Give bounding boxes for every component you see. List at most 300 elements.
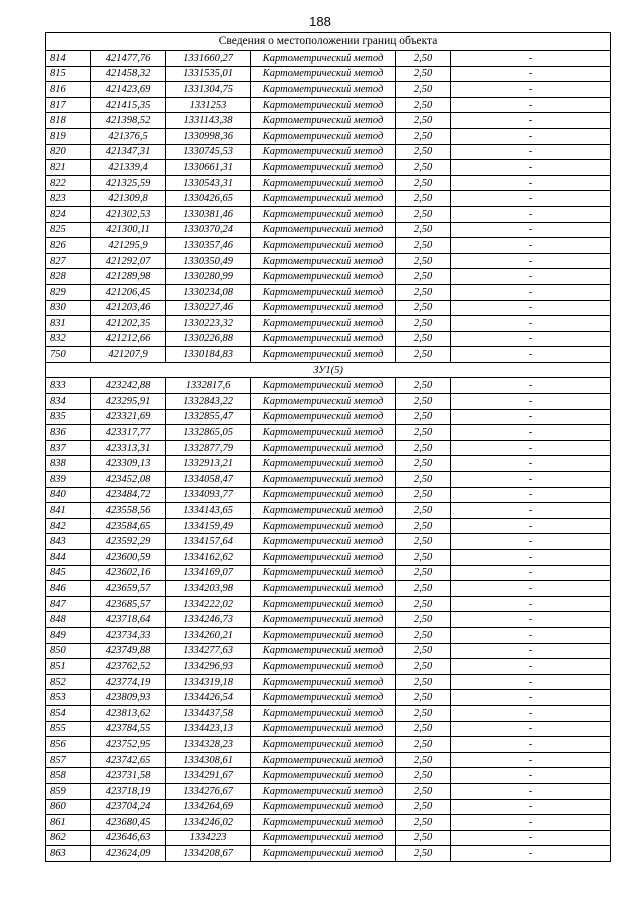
point-number: 859 <box>46 783 91 799</box>
x-coordinate: 423813,62 <box>91 705 166 721</box>
y-coordinate: 1330381,46 <box>166 206 251 222</box>
description: - <box>451 331 611 347</box>
table-row <box>46 768 611 784</box>
x-coordinate: 421206,45 <box>91 284 166 300</box>
method: Картометрический метод <box>251 565 396 581</box>
accuracy: 2,50 <box>396 191 451 207</box>
y-coordinate: 1334058,47 <box>166 472 251 488</box>
table-row <box>46 144 611 160</box>
accuracy: 2,50 <box>396 347 451 363</box>
x-coordinate: 421292,07 <box>91 253 166 269</box>
method: Картометрический метод <box>251 783 396 799</box>
description: - <box>451 783 611 799</box>
x-coordinate: 423749,88 <box>91 643 166 659</box>
x-coordinate: 423752,95 <box>91 737 166 753</box>
accuracy: 2,50 <box>396 487 451 503</box>
y-coordinate: 1332865,05 <box>166 425 251 441</box>
method: Картометрический метод <box>251 144 396 160</box>
y-coordinate: 1334319,18 <box>166 674 251 690</box>
method: Картометрический метод <box>251 378 396 394</box>
description: - <box>451 269 611 285</box>
description: - <box>451 518 611 534</box>
accuracy: 2,50 <box>396 66 451 82</box>
point-number: 827 <box>46 253 91 269</box>
method: Картометрический метод <box>251 175 396 191</box>
accuracy: 2,50 <box>396 269 451 285</box>
method: Картометрический метод <box>251 815 396 831</box>
description: - <box>451 409 611 425</box>
method: Картометрический метод <box>251 284 396 300</box>
table-row <box>46 378 611 394</box>
x-coordinate: 421289,98 <box>91 269 166 285</box>
accuracy: 2,50 <box>396 752 451 768</box>
point-number: 819 <box>46 128 91 144</box>
point-number: 836 <box>46 425 91 441</box>
y-coordinate: 1334203,98 <box>166 581 251 597</box>
y-coordinate: 1332843,22 <box>166 394 251 410</box>
table-row <box>46 253 611 269</box>
table-row <box>46 191 611 207</box>
point-number: 845 <box>46 565 91 581</box>
accuracy: 2,50 <box>396 300 451 316</box>
x-coordinate: 423718,19 <box>91 783 166 799</box>
accuracy: 2,50 <box>396 783 451 799</box>
y-coordinate: 1330745,53 <box>166 144 251 160</box>
description: - <box>451 581 611 597</box>
x-coordinate: 421309,8 <box>91 191 166 207</box>
table-row <box>46 394 611 410</box>
y-coordinate: 1330357,46 <box>166 238 251 254</box>
point-number: 861 <box>46 815 91 831</box>
y-coordinate: 1331143,38 <box>166 113 251 129</box>
table-title-row <box>46 33 611 51</box>
description: - <box>451 222 611 238</box>
accuracy: 2,50 <box>396 472 451 488</box>
method: Картометрический метод <box>251 752 396 768</box>
x-coordinate: 421300,11 <box>91 222 166 238</box>
point-number: 841 <box>46 503 91 519</box>
y-coordinate: 1332817,6 <box>166 378 251 394</box>
table-title: Сведения о местоположении границ объекта <box>46 33 611 51</box>
x-coordinate: 421477,76 <box>91 51 166 67</box>
description: - <box>451 456 611 472</box>
method: Картометрический метод <box>251 409 396 425</box>
y-coordinate: 1331660,27 <box>166 51 251 67</box>
accuracy: 2,50 <box>396 409 451 425</box>
point-number: 824 <box>46 206 91 222</box>
point-number: 849 <box>46 627 91 643</box>
x-coordinate: 423317,77 <box>91 425 166 441</box>
accuracy: 2,50 <box>396 659 451 675</box>
y-coordinate: 1330226,88 <box>166 331 251 347</box>
y-coordinate: 1334222,02 <box>166 596 251 612</box>
y-coordinate: 1331535,01 <box>166 66 251 82</box>
point-number: 822 <box>46 175 91 191</box>
method: Картометрический метод <box>251 518 396 534</box>
point-number: 850 <box>46 643 91 659</box>
x-coordinate: 423774,19 <box>91 674 166 690</box>
x-coordinate: 423734,33 <box>91 627 166 643</box>
table-row <box>46 830 611 846</box>
method: Картометрический метод <box>251 347 396 363</box>
y-coordinate: 1334437,58 <box>166 705 251 721</box>
method: Картометрический метод <box>251 612 396 628</box>
table-row <box>46 783 611 799</box>
table-row <box>46 690 611 706</box>
description: - <box>451 51 611 67</box>
x-coordinate: 423452,08 <box>91 472 166 488</box>
method: Картометрический метод <box>251 456 396 472</box>
accuracy: 2,50 <box>396 284 451 300</box>
method: Картометрический метод <box>251 128 396 144</box>
description: - <box>451 503 611 519</box>
description: - <box>451 721 611 737</box>
x-coordinate: 421415,35 <box>91 97 166 113</box>
table-row <box>46 160 611 176</box>
point-number: 837 <box>46 440 91 456</box>
accuracy: 2,50 <box>396 425 451 441</box>
description: - <box>451 627 611 643</box>
accuracy: 2,50 <box>396 581 451 597</box>
accuracy: 2,50 <box>396 768 451 784</box>
accuracy: 2,50 <box>396 128 451 144</box>
y-coordinate: 1332913,21 <box>166 456 251 472</box>
method: Картометрический метод <box>251 160 396 176</box>
method: Картометрический метод <box>251 206 396 222</box>
y-coordinate: 1334169,07 <box>166 565 251 581</box>
x-coordinate: 421347,31 <box>91 144 166 160</box>
method: Картометрический метод <box>251 737 396 753</box>
y-coordinate: 1334328,23 <box>166 737 251 753</box>
y-coordinate: 1330227,46 <box>166 300 251 316</box>
accuracy: 2,50 <box>396 534 451 550</box>
table-row <box>46 612 611 628</box>
y-coordinate: 1334264,69 <box>166 799 251 815</box>
table-row <box>46 440 611 456</box>
point-number: 857 <box>46 752 91 768</box>
table-row <box>46 269 611 285</box>
accuracy: 2,50 <box>396 238 451 254</box>
method: Картометрический метод <box>251 705 396 721</box>
accuracy: 2,50 <box>396 160 451 176</box>
table-row <box>46 51 611 67</box>
method: Картометрический метод <box>251 674 396 690</box>
y-coordinate: 1334223 <box>166 830 251 846</box>
description: - <box>451 815 611 831</box>
point-number: 823 <box>46 191 91 207</box>
table-row <box>46 674 611 690</box>
table-row <box>46 472 611 488</box>
table-row <box>46 721 611 737</box>
method: Картометрический метод <box>251 659 396 675</box>
description: - <box>451 238 611 254</box>
description: - <box>451 97 611 113</box>
description: - <box>451 534 611 550</box>
page-number: 188 <box>309 14 331 29</box>
point-number: 852 <box>46 674 91 690</box>
point-number: 829 <box>46 284 91 300</box>
table-row <box>46 581 611 597</box>
description: - <box>451 128 611 144</box>
method: Картометрический метод <box>251 300 396 316</box>
description: - <box>451 768 611 784</box>
y-coordinate: 1331253 <box>166 97 251 113</box>
method: Картометрический метод <box>251 253 396 269</box>
point-number: 832 <box>46 331 91 347</box>
accuracy: 2,50 <box>396 206 451 222</box>
description: - <box>451 690 611 706</box>
description: - <box>451 472 611 488</box>
table-row <box>46 799 611 815</box>
description: - <box>451 160 611 176</box>
point-number: 853 <box>46 690 91 706</box>
method: Картометрический метод <box>251 269 396 285</box>
method: Картометрический метод <box>251 97 396 113</box>
method: Картометрический метод <box>251 191 396 207</box>
table-row <box>46 66 611 82</box>
method: Картометрический метод <box>251 534 396 550</box>
x-coordinate: 423659,57 <box>91 581 166 597</box>
description: - <box>451 316 611 332</box>
point-number: 815 <box>46 66 91 82</box>
accuracy: 2,50 <box>396 627 451 643</box>
x-coordinate: 423680,45 <box>91 815 166 831</box>
y-coordinate: 1334246,02 <box>166 815 251 831</box>
description: - <box>451 565 611 581</box>
x-coordinate: 421295,9 <box>91 238 166 254</box>
accuracy: 2,50 <box>396 830 451 846</box>
point-number: 863 <box>46 846 91 862</box>
description: - <box>451 737 611 753</box>
description: - <box>451 82 611 98</box>
method: Картометрический метод <box>251 222 396 238</box>
x-coordinate: 421207,9 <box>91 347 166 363</box>
y-coordinate: 1334277,63 <box>166 643 251 659</box>
y-coordinate: 1334423,13 <box>166 721 251 737</box>
table-row <box>46 846 611 862</box>
point-number: 847 <box>46 596 91 612</box>
method: Картометрический метод <box>251 440 396 456</box>
table-row <box>46 222 611 238</box>
method: Картометрический метод <box>251 472 396 488</box>
description: - <box>451 659 611 675</box>
point-number: 835 <box>46 409 91 425</box>
point-number: 860 <box>46 799 91 815</box>
accuracy: 2,50 <box>396 144 451 160</box>
description: - <box>451 596 611 612</box>
table-row <box>46 300 611 316</box>
table-row <box>46 347 611 363</box>
method: Картометрический метод <box>251 331 396 347</box>
point-number: 828 <box>46 269 91 285</box>
y-coordinate: 1330426,65 <box>166 191 251 207</box>
accuracy: 2,50 <box>396 612 451 628</box>
table-row <box>46 284 611 300</box>
method: Картометрический метод <box>251 690 396 706</box>
point-number: 750 <box>46 347 91 363</box>
y-coordinate: 1334291,67 <box>166 768 251 784</box>
accuracy: 2,50 <box>396 331 451 347</box>
x-coordinate: 423742,65 <box>91 752 166 768</box>
method: Картометрический метод <box>251 425 396 441</box>
accuracy: 2,50 <box>396 456 451 472</box>
table-row <box>46 238 611 254</box>
point-number: 840 <box>46 487 91 503</box>
table-row <box>46 206 611 222</box>
description: - <box>451 394 611 410</box>
x-coordinate: 423646,63 <box>91 830 166 846</box>
accuracy: 2,50 <box>396 596 451 612</box>
point-number: 834 <box>46 394 91 410</box>
accuracy: 2,50 <box>396 737 451 753</box>
x-coordinate: 423584,65 <box>91 518 166 534</box>
description: - <box>451 144 611 160</box>
description: - <box>451 846 611 862</box>
x-coordinate: 423731,58 <box>91 768 166 784</box>
point-number: 855 <box>46 721 91 737</box>
accuracy: 2,50 <box>396 316 451 332</box>
accuracy: 2,50 <box>396 394 451 410</box>
method: Картометрический метод <box>251 643 396 659</box>
table-row <box>46 550 611 566</box>
method: Картометрический метод <box>251 113 396 129</box>
accuracy: 2,50 <box>396 82 451 98</box>
point-number: 814 <box>46 51 91 67</box>
accuracy: 2,50 <box>396 799 451 815</box>
x-coordinate: 421339,4 <box>91 160 166 176</box>
accuracy: 2,50 <box>396 518 451 534</box>
table-row <box>46 456 611 472</box>
accuracy: 2,50 <box>396 113 451 129</box>
accuracy: 2,50 <box>396 253 451 269</box>
description: - <box>451 612 611 628</box>
description: - <box>451 799 611 815</box>
x-coordinate: 421212,66 <box>91 331 166 347</box>
y-coordinate: 1334208,67 <box>166 846 251 862</box>
accuracy: 2,50 <box>396 51 451 67</box>
description: - <box>451 378 611 394</box>
table-row <box>46 659 611 675</box>
description: - <box>451 66 611 82</box>
method: Картометрический метод <box>251 846 396 862</box>
table-row <box>46 627 611 643</box>
table-row <box>46 175 611 191</box>
y-coordinate: 1334157,64 <box>166 534 251 550</box>
y-coordinate: 1334308,61 <box>166 752 251 768</box>
x-coordinate: 423484,72 <box>91 487 166 503</box>
y-coordinate: 1330350,49 <box>166 253 251 269</box>
x-coordinate: 423624,09 <box>91 846 166 862</box>
x-coordinate: 423762,52 <box>91 659 166 675</box>
method: Картометрический метод <box>251 82 396 98</box>
x-coordinate: 421376,5 <box>91 128 166 144</box>
accuracy: 2,50 <box>396 846 451 862</box>
description: - <box>451 300 611 316</box>
point-number: 830 <box>46 300 91 316</box>
x-coordinate: 423313,31 <box>91 440 166 456</box>
x-coordinate: 423558,56 <box>91 503 166 519</box>
description: - <box>451 705 611 721</box>
description: - <box>451 425 611 441</box>
table-row <box>46 705 611 721</box>
table-row <box>46 128 611 144</box>
description: - <box>451 253 611 269</box>
table-row <box>46 815 611 831</box>
point-number: 833 <box>46 378 91 394</box>
y-coordinate: 1334276,67 <box>166 783 251 799</box>
accuracy: 2,50 <box>396 222 451 238</box>
section-label: ЗУ1(5) <box>46 362 611 378</box>
accuracy: 2,50 <box>396 815 451 831</box>
table-row <box>46 752 611 768</box>
x-coordinate: 421203,46 <box>91 300 166 316</box>
description: - <box>451 830 611 846</box>
table-row <box>46 487 611 503</box>
y-coordinate: 1334143,65 <box>166 503 251 519</box>
method: Картометрический метод <box>251 721 396 737</box>
table-row <box>46 425 611 441</box>
point-number: 839 <box>46 472 91 488</box>
y-coordinate: 1334260,21 <box>166 627 251 643</box>
point-number: 858 <box>46 768 91 784</box>
table-row <box>46 534 611 550</box>
table-row <box>46 596 611 612</box>
table-row <box>46 97 611 113</box>
table-row <box>46 643 611 659</box>
x-coordinate: 421423,69 <box>91 82 166 98</box>
y-coordinate: 1334159,49 <box>166 518 251 534</box>
table-row <box>46 409 611 425</box>
description: - <box>451 191 611 207</box>
description: - <box>451 643 611 659</box>
y-coordinate: 1334426,54 <box>166 690 251 706</box>
description: - <box>451 487 611 503</box>
description: - <box>451 206 611 222</box>
section-header-row <box>46 362 611 378</box>
x-coordinate: 423592,29 <box>91 534 166 550</box>
accuracy: 2,50 <box>396 565 451 581</box>
point-number: 843 <box>46 534 91 550</box>
boundary-coordinates-table <box>45 32 611 862</box>
x-coordinate: 421398,52 <box>91 113 166 129</box>
x-coordinate: 423602,16 <box>91 565 166 581</box>
x-coordinate: 423718,64 <box>91 612 166 628</box>
x-coordinate: 421458,32 <box>91 66 166 82</box>
point-number: 817 <box>46 97 91 113</box>
y-coordinate: 1330543,31 <box>166 175 251 191</box>
accuracy: 2,50 <box>396 97 451 113</box>
description: - <box>451 440 611 456</box>
x-coordinate: 423784,55 <box>91 721 166 737</box>
method: Картометрический метод <box>251 487 396 503</box>
table-row <box>46 518 611 534</box>
method: Картометрический метод <box>251 51 396 67</box>
method: Картометрический метод <box>251 503 396 519</box>
y-coordinate: 1334162,62 <box>166 550 251 566</box>
x-coordinate: 423321,69 <box>91 409 166 425</box>
accuracy: 2,50 <box>396 705 451 721</box>
description: - <box>451 284 611 300</box>
method: Картометрический метод <box>251 799 396 815</box>
accuracy: 2,50 <box>396 643 451 659</box>
point-number: 818 <box>46 113 91 129</box>
x-coordinate: 423242,88 <box>91 378 166 394</box>
y-coordinate: 1330280,99 <box>166 269 251 285</box>
table-row <box>46 316 611 332</box>
point-number: 856 <box>46 737 91 753</box>
y-coordinate: 1334296,93 <box>166 659 251 675</box>
table-row <box>46 82 611 98</box>
